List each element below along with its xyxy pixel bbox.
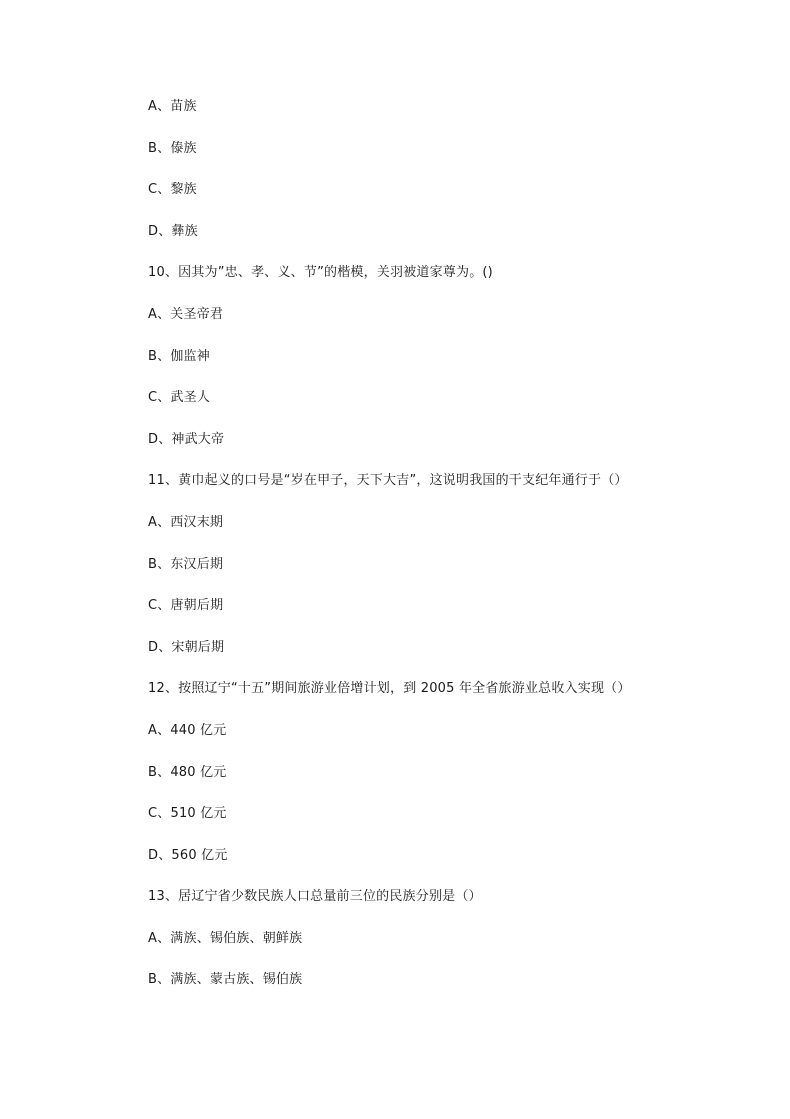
option-d-q9: D、彝族 <box>148 223 198 239</box>
option-b-q12: B、480 亿元 <box>148 764 227 780</box>
option-c-q12: C、510 亿元 <box>148 806 227 822</box>
option-a-q12: A、440 亿元 <box>148 722 227 738</box>
option-b-q9: B、傣族 <box>148 140 197 156</box>
option-b-q11: B、东汉后期 <box>148 556 224 572</box>
question-13: 13、居辽宁省少数民族人口总量前三位的民族分别是（） <box>148 889 482 905</box>
question-11: 11、黄巾起义的口号是“岁在甲子，天下大吉”，这说明我国的干支纪年通行于（） <box>148 473 628 489</box>
option-c-q11: C、唐朝后期 <box>148 598 224 614</box>
question-12: 12、按照辽宁“十五”期间旅游业倍增计划，到 2005 年全省旅游业总收入实现（） <box>148 681 631 697</box>
option-a-q10: A、关圣帝君 <box>148 306 224 322</box>
option-b-q13: B、满族、蒙古族、锡伯族 <box>148 972 303 988</box>
option-c-q10: C、武圣人 <box>148 390 211 406</box>
question-list <box>148 96 708 1011</box>
option-d-q10: D、神武大帝 <box>148 431 225 447</box>
option-a-q11: A、西汉末期 <box>148 514 224 530</box>
question-10: 10、因其为”忠、孝、义、节”的楷模，关羽被道家尊为。() <box>148 265 493 281</box>
option-a-q9: A、苗族 <box>148 99 197 114</box>
option-d-q12: D、560 亿元 <box>148 847 228 863</box>
option-b-q10: B、伽监神 <box>148 348 210 364</box>
option-c-q9: C、黎族 <box>148 182 197 198</box>
option-a-q13: A、满族、锡伯族、朝鲜族 <box>148 930 303 946</box>
option-d-q11: D、宋朝后期 <box>148 639 225 655</box>
